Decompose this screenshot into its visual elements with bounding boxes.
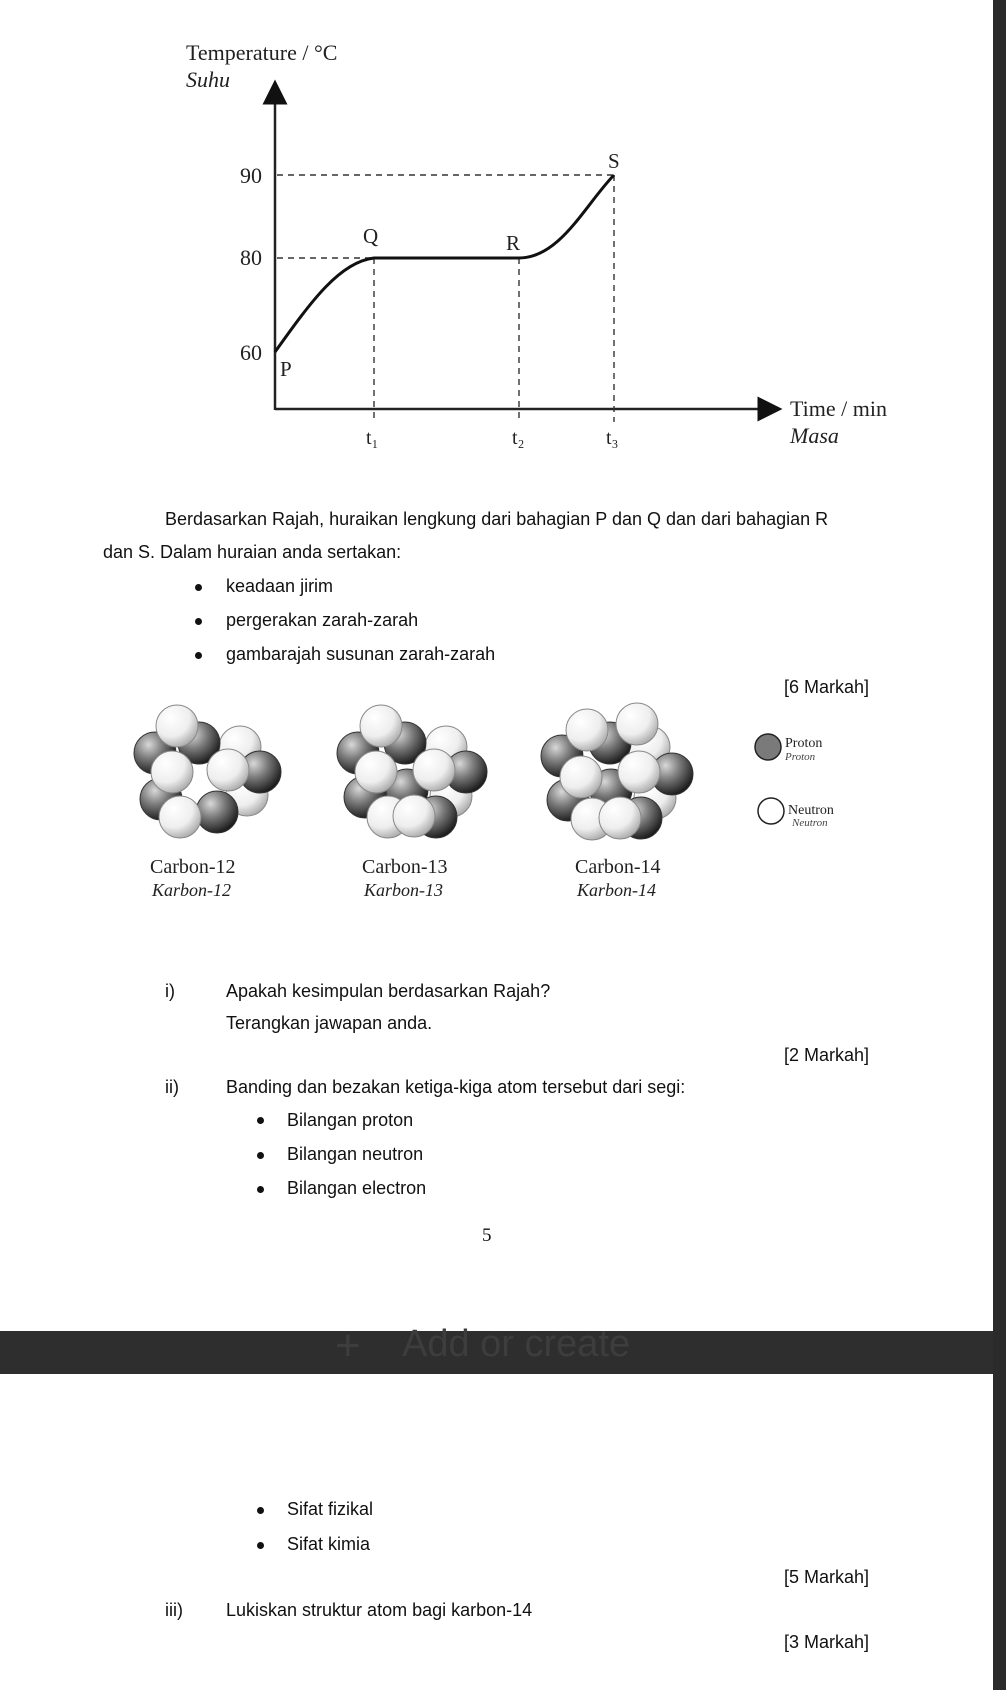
- y-axis-label: Temperature / °C: [186, 40, 338, 65]
- legend-neutron-swatch: [758, 798, 784, 824]
- point-p: P: [280, 357, 292, 381]
- window-edge: [993, 0, 1006, 1690]
- subquestion-iii-text: Lukiskan struktur atom bagi karbon-14: [226, 1600, 533, 1620]
- page-number: 5: [482, 1225, 492, 1246]
- x-tick-t1: t₁: [366, 427, 379, 449]
- subquestion-i-text: Apakah kesimpulan berdasarkan Rajah?: [226, 981, 551, 1001]
- y-tick-90: 90: [240, 163, 262, 188]
- bullet-dot: [257, 1507, 264, 1514]
- subquestion-i-text-2: Terangkan jawapan anda.: [226, 1013, 433, 1033]
- legend-neutron-label: Neutron: [788, 803, 834, 818]
- marks-label: [3 Markah]: [784, 1632, 870, 1652]
- carbon-13-nucleus: [337, 705, 487, 838]
- legend-proton-swatch: [755, 734, 781, 760]
- plus-icon[interactable]: +: [335, 1321, 361, 1370]
- carbon-isotopes-diagram: [0, 690, 993, 930]
- bullet-item: Bilangan proton: [287, 1110, 414, 1130]
- legend-proton-label: Proton: [785, 736, 823, 751]
- x-axis-label: Time / min: [790, 396, 887, 421]
- y-axis-label-alt: Suhu: [186, 67, 230, 92]
- add-or-create-label[interactable]: Add or create: [402, 1323, 631, 1365]
- bullet-item: Bilangan electron: [287, 1178, 427, 1198]
- y-tick-80: 80: [240, 245, 262, 270]
- point-q: Q: [363, 224, 379, 248]
- bullet-dot: [195, 652, 202, 659]
- bullet-item: Sifat fizikal: [287, 1499, 374, 1519]
- x-tick-t3: t₃: [606, 427, 619, 449]
- bullet-dot: [257, 1152, 264, 1159]
- carbon-14-nucleus: [541, 703, 693, 840]
- subquestion-iii-number: iii): [165, 1600, 183, 1620]
- carbon-12-nucleus: [134, 705, 281, 838]
- legend-neutron-label-alt: Neutron: [792, 817, 828, 829]
- bullet-dot: [257, 1542, 264, 1549]
- point-r: R: [506, 231, 521, 255]
- point-s: S: [608, 149, 620, 173]
- bullet-item: Sifat kimia: [287, 1534, 371, 1554]
- add-or-create-bar[interactable]: [0, 1321, 993, 1374]
- bullet-item: pergerakan zarah-zarah: [226, 610, 419, 630]
- y-tick-60: 60: [240, 340, 262, 365]
- x-axis-label-alt: Masa: [790, 423, 839, 448]
- marks-label: [2 Markah]: [784, 1045, 870, 1065]
- question-line-2: dan S. Dalam huraian anda sertakan:: [103, 542, 402, 562]
- bullet-dot: [195, 584, 202, 591]
- legend-proton-label-alt: Proton: [785, 751, 816, 763]
- carbon-13-label: Carbon-13: [362, 856, 448, 878]
- carbon-13-label-alt: Karbon-13: [364, 880, 444, 900]
- carbon-14-label-alt: Karbon-14: [577, 880, 657, 900]
- bullet-dot: [257, 1117, 264, 1124]
- bullet-item: gambarajah susunan zarah-zarah: [226, 644, 496, 664]
- heating-curve: [275, 175, 614, 352]
- question-line-1: Berdasarkan Rajah, huraikan lengkung dari bahagian P dan Q dan dari bahagian R: [165, 509, 829, 529]
- marks-label: [5 Markah]: [784, 1567, 870, 1587]
- carbon-12-label-alt: Karbon-12: [152, 880, 232, 900]
- carbon-12-label: Carbon-12: [150, 856, 236, 878]
- temperature-graph: [0, 0, 993, 470]
- subquestion-ii-text: Banding dan bezakan ketiga-kiga atom tersebut dari segi:: [226, 1077, 686, 1097]
- x-tick-t2: t₂: [512, 427, 525, 449]
- bullet-item: Bilangan neutron: [287, 1144, 424, 1164]
- bullet-dot: [195, 618, 202, 625]
- bullet-item: keadaan jirim: [226, 576, 334, 596]
- subquestion-i-number: i): [165, 981, 175, 1001]
- carbon-14-label: Carbon-14: [575, 856, 661, 878]
- marks-label: [6 Markah]: [784, 677, 870, 697]
- subquestion-ii-number: ii): [165, 1077, 179, 1097]
- bullet-dot: [257, 1186, 264, 1193]
